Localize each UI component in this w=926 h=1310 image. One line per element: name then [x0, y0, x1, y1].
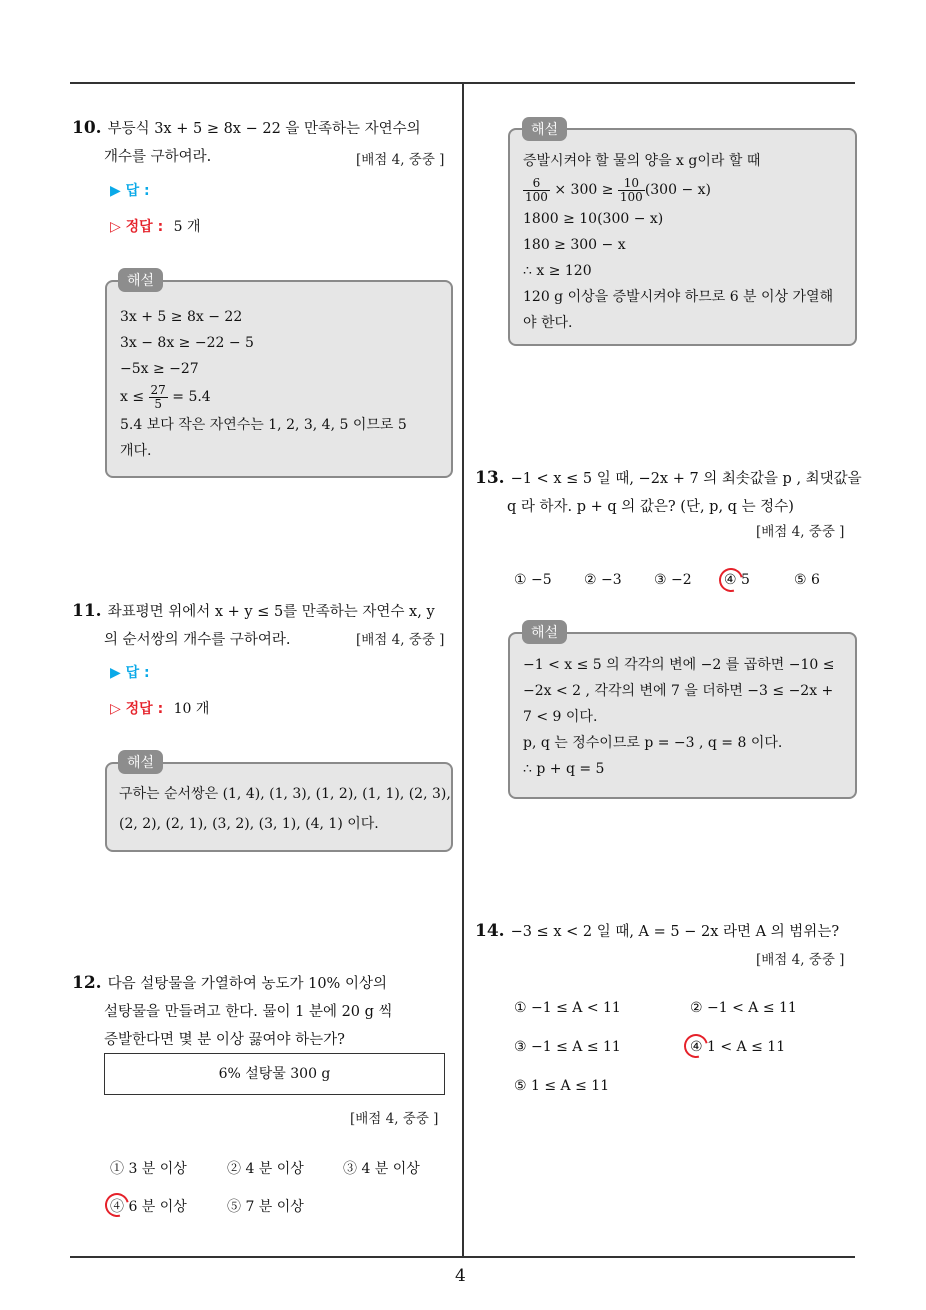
choice-2[interactable]: ② −1 < A ≤ 11 [690, 1000, 797, 1016]
expl-line: 야 한다. [523, 315, 573, 331]
question-text-line1: 좌표평면 위에서 x + y ≤ 5를 만족하는 자연수 x, y [107, 604, 435, 620]
expl-line: 증발시켜야 할 물의 양을 x g이라 할 때 [523, 153, 761, 169]
fraction: $\frac{27}{5}$ [150, 382, 166, 411]
expl-line: (2, 2), (2, 1), (3, 2), (3, 1), (4, 1) 이다. [119, 816, 379, 832]
question-text-line2: 의 순서쌍의 개수를 구하여라. [104, 632, 291, 648]
expl-line: ∴ x ≥ 120 [523, 263, 592, 279]
question-text-line1: −3 ≤ x < 2 일 때, A = 5 − 2x 라면 A 의 범위는? [510, 924, 840, 940]
expl-line: 5.4 보다 작은 자연수는 1, 2, 3, 4, 5 이므로 5 [120, 417, 407, 433]
question-14 [475, 917, 865, 946]
choice-1[interactable]: ① 3 분 이상 [110, 1161, 187, 1177]
expl-line: 1800 ≥ 10(300 − x) [523, 211, 664, 227]
question-number: 10. [72, 118, 102, 138]
fraction: $\frac{6}{100}$ [525, 175, 548, 204]
correct-label: ▷ 정답 : [110, 701, 164, 717]
choice-5[interactable]: ⑤ 1 ≤ A ≤ 11 [514, 1078, 610, 1094]
question-text-line2: 개수를 구하여라. [104, 149, 212, 165]
bottom-rule [70, 1256, 855, 1258]
correct-value: 10 개 [173, 701, 210, 717]
question-12 [72, 969, 457, 1054]
question-meta: [배점 4, 중중 ] [356, 152, 445, 168]
column-divider [462, 83, 464, 1258]
expl-line: 120 g 이상을 증발시켜야 하므로 6 분 이상 가열해 [523, 289, 834, 305]
explanation-box [105, 762, 453, 852]
question-number: 13. [475, 468, 505, 488]
expl-fraction-line: $\frac{6}{100}$ × 300 ≥ $\frac{10}{100}$ (300 − x) [525, 175, 711, 204]
question-number: 12. [72, 973, 102, 993]
correct-answer-row [110, 216, 201, 236]
expl-line: 3x + 5 ≥ 8x − 22 [120, 309, 243, 325]
explanation-box [508, 632, 857, 799]
question-meta: [배점 4, 중중 ] [756, 952, 845, 968]
explanation-tag: 해설 [522, 117, 567, 141]
choice-1[interactable]: ① −1 ≤ A < 11 [514, 1000, 621, 1016]
choice-3[interactable]: ③ −2 [654, 572, 692, 588]
explanation-box [508, 128, 857, 346]
question-number: 14. [475, 921, 505, 941]
expl-fraction-line: x ≤ $\frac{27}{5}$ = 5.4 [120, 382, 211, 411]
expl-line: −2x < 2 , 각각의 변에 7 을 더하면 −3 ≤ −2x + [523, 683, 834, 699]
choice-4[interactable]: ④ 6 분 이상 [110, 1199, 187, 1215]
choice-2[interactable]: ② −3 [584, 572, 622, 588]
question-text-line3: 증발한다면 몇 분 이상 끓여야 하는가? [104, 1032, 345, 1048]
expl-line: ∴ p + q = 5 [523, 761, 605, 777]
explanation-tag: 해설 [522, 620, 567, 644]
question-text-line1: 부등식 3x + 5 ≥ 8x − 22 을 만족하는 자연수의 [107, 121, 421, 137]
question-meta: [배점 4, 중중 ] [756, 524, 845, 540]
choice-5[interactable]: ⑤ 6 [794, 572, 820, 588]
expl-line: −1 < x ≤ 5 의 각각의 변에 −2 를 곱하면 −10 ≤ [523, 657, 835, 673]
explanation-tag: 해설 [118, 268, 163, 292]
expl-line: 180 ≥ 300 − x [523, 237, 626, 253]
question-text-line2: 설탕물을 만들려고 한다. 물이 1 분에 20 g 씩 [104, 1004, 393, 1020]
fraction: $\frac{10}{100}$ [619, 175, 643, 204]
correct-answer-row [110, 698, 209, 718]
choice-2[interactable]: ② 4 분 이상 [227, 1161, 304, 1177]
question-text-line1: −1 < x ≤ 5 일 때, −2x + 7 의 최솟값을 p , 최댓값을 [510, 471, 862, 487]
question-number: 11. [72, 601, 102, 621]
choice-3[interactable]: ③ 4 분 이상 [343, 1161, 420, 1177]
question-13 [475, 464, 865, 521]
question-text-line2: q 라 하자. p + q 의 값은? (단, p, q 는 정수) [507, 499, 794, 515]
choice-4[interactable]: ④ 1 < A ≤ 11 [690, 1039, 786, 1055]
given-box: 6% 설탕물 300 g [104, 1053, 445, 1095]
choice-3[interactable]: ③ −1 ≤ A ≤ 11 [514, 1039, 621, 1055]
answer-label: ▶ 답 : [110, 183, 150, 199]
correct-value: 5 개 [173, 219, 201, 235]
correct-label: ▷ 정답 : [110, 219, 164, 235]
choice-4[interactable]: ④ 5 [724, 572, 750, 588]
expl-line: 개다. [120, 443, 152, 459]
choice-list [110, 1158, 460, 1218]
expl-line: 7 < 9 이다. [523, 709, 598, 725]
choice-list [514, 572, 854, 594]
expl-line: −5x ≥ −27 [120, 361, 199, 377]
answer-label: ▶ 답 : [110, 665, 150, 681]
choice-1[interactable]: ① −5 [514, 572, 552, 588]
page-number: 4 [455, 1266, 466, 1286]
question-text-line1: 다음 설탕물을 가열하여 농도가 10% 이상의 [107, 976, 387, 992]
question-meta: [배점 4, 중중 ] [350, 1111, 439, 1127]
choice-5[interactable]: ⑤ 7 분 이상 [227, 1199, 304, 1215]
explanation-tag: 해설 [118, 750, 163, 774]
expl-line: p, q 는 정수이므로 p = −3 , q = 8 이다. [523, 735, 783, 751]
explanation-box [105, 280, 453, 478]
question-meta: [배점 4, 중중 ] [356, 632, 445, 648]
expl-line: 구하는 순서쌍은 (1, 4), (1, 3), (1, 2), (1, 1), (2, 3), [119, 786, 451, 802]
expl-line: 3x − 8x ≥ −22 − 5 [120, 335, 254, 351]
